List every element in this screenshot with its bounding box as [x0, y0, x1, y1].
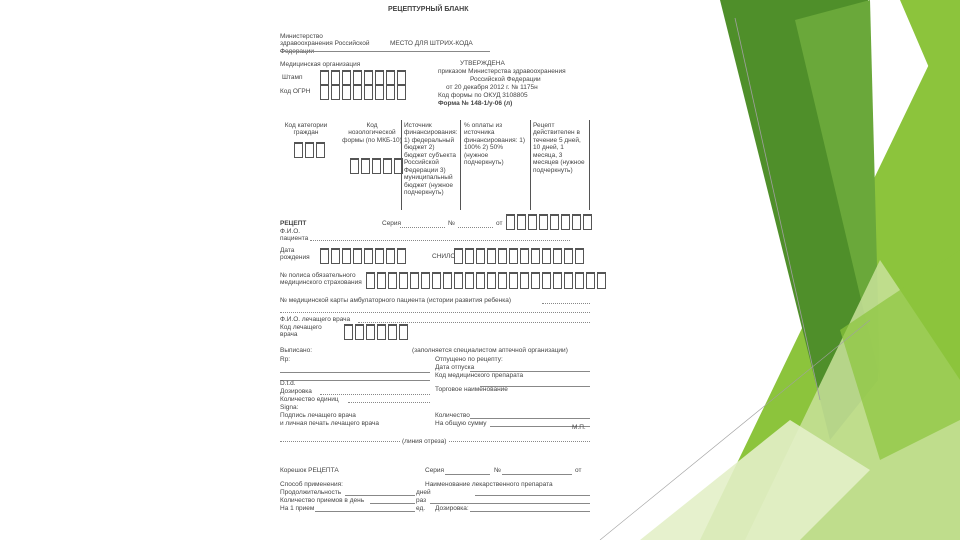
tear-line-label: (линия отреза)	[402, 438, 447, 445]
table-column-divider	[589, 120, 590, 210]
snils-label: СНИЛС	[432, 253, 456, 260]
duration-unit: дней	[416, 489, 431, 496]
payment-header: % оплаты из источника финансирования: 1) 100% 2) 50% (нужное подчеркнуть)	[464, 122, 526, 167]
series-field[interactable]	[400, 227, 445, 228]
oms-label: № полиса обязательного медицинского страхования	[280, 272, 362, 287]
per-intake-field	[370, 503, 415, 504]
doctor-code-label: Код лечащего врача	[280, 324, 322, 339]
prescription-form: РЕЦЕПТУРНЫЙ БЛАНК Министерство здравоохранения Российской Федерации МЕСТО ДЛЯ ШТРИХ-КОДА Медицинская организация Штамп Код ОГРН УТВЕРЖДЕНА приказом Министерства здравоохранения Российской Федерации от 20 декабря 2012 г. № 1175н Код формы по ОКУД 3108805 Форма № 148-1/у-06 (л) Код категории граждан Код нозологической формы (по МКБ-10) Источник финансирования: 1) федеральный бюджет 2) бюджет субъекта Российской Федерации 3) муниципальный бюджет (нужное подчеркнуть) % оплаты из источника финансирования: 1) 100% 2) 50% (нужное подчеркнуть) Рецепт действителен в течение 5 дней, 10 дней, 1 месяца, 3 месяцев (нужное подчеркнуть) РЕЦЕПТ Ф.И.О. пациента Серия № от Дата рождения СНИЛС № полиса обязательного медицинского страхования № медицинской карты амбулаторного пациента (истории развития ребенка) Ф.И.О. лечащего врача Код лечащего врача Выписано: (заполняется специалистом аптечной организации) Rp: Отпущено по рецепту: Дата отпуска Код медицинского препарата D.t.d. Торговое наименование Дозировка Количество единиц Signa: Подпись лечащего врача и личная печать лечащего врача Количество На общую сумму М.П. (линия отреза) Корешок РЕЦЕПТА Серия № от Способ применения: Наименование лекарственного препарата Продолжительность дней Количество приемов в день раз На 1 прием ед. Дозировка:	[270, 0, 600, 540]
spine-from-label: от	[575, 467, 582, 474]
number-label: №	[448, 220, 455, 227]
doctor-code-cells	[344, 324, 408, 340]
barcode-place: МЕСТО ДЛЯ ШТРИХ-КОДА	[390, 40, 473, 47]
oms-cells	[366, 272, 606, 289]
units-field[interactable]	[348, 402, 430, 403]
ogrn-cells	[320, 84, 406, 100]
mp-label: М.П.	[572, 424, 586, 431]
citizen-category-cells	[294, 142, 325, 158]
spine-title: Корешок РЕЦЕПТА	[280, 467, 339, 474]
card-label: № медицинской карты амбулаторного пациента (истории развития ребенка)	[280, 297, 511, 304]
patient-name-field[interactable]	[310, 240, 570, 241]
table-column-divider	[460, 120, 461, 210]
quantity-field	[470, 418, 590, 419]
spine-dosage-field	[470, 511, 590, 512]
doctor-name-label: Ф.И.О. лечащего врача	[280, 316, 351, 323]
recipe-label: РЕЦЕПТ	[280, 220, 307, 227]
funding-header: Источник финансирования: 1) федеральный бюджет 2) бюджет субъекта Российской Федерации 3) муниципальный бюджет (нужное подчеркнуть)	[404, 122, 458, 197]
dosage-label: Дозировка	[280, 388, 312, 395]
rp-line-2	[280, 380, 430, 381]
snils-cells	[454, 248, 584, 264]
ministry-name: Министерство здравоохранения Российской Федерации	[280, 33, 370, 55]
spine-number-label: №	[494, 467, 501, 474]
dtd-label: D.t.d.	[280, 380, 296, 387]
series-label: Серия	[382, 220, 402, 227]
date-cells	[506, 214, 592, 230]
dispensed-label: Отпущено по рецепту:	[435, 356, 503, 363]
card-field-cont[interactable]	[280, 312, 590, 313]
per-intake-label: Количество приемов в день	[280, 497, 365, 504]
signa-label: Signa:	[280, 404, 299, 411]
prescribed-label: Выписано:	[280, 347, 313, 354]
card-field[interactable]	[542, 303, 590, 304]
spine-series-field	[445, 474, 490, 475]
admin-method-label: Способ применения:	[280, 481, 343, 488]
units-label: Количество единиц	[280, 396, 339, 403]
spine-number-field	[502, 474, 572, 475]
citizen-category-header: Код категории граждан	[284, 122, 328, 137]
duration-label: Продолжительность	[280, 489, 342, 496]
from-label: от	[496, 220, 503, 227]
duration-field	[345, 495, 415, 496]
number-field[interactable]	[458, 227, 493, 228]
nosology-header: Код нозологической формы (по МКБ-10)	[342, 122, 402, 144]
dispense-date-label: Дата отпуска	[435, 364, 475, 371]
stamp-label: и личная печать лечащего врача	[280, 420, 379, 427]
pharmacy-note: (заполняется специалистом аптечной организации)	[412, 347, 568, 354]
one-dose-label: На 1 прием	[280, 505, 315, 512]
med-org-stamp: Штамп	[282, 74, 303, 81]
ogrn-label: Код ОГРН	[280, 88, 311, 95]
one-dose-unit: ед.	[416, 505, 426, 512]
spine-dosage-label: Дозировка:	[435, 505, 469, 512]
trade-name-label: Торговое наименование	[435, 386, 508, 393]
trade-code-label: Код медицинского препарата	[435, 372, 524, 379]
nosology-cells	[350, 158, 403, 174]
dosage-field[interactable]	[320, 394, 430, 395]
total-sum-label: На общую сумму	[435, 420, 487, 427]
divider	[280, 51, 490, 52]
patient-name-label: Ф.И.О. пациента	[280, 228, 309, 243]
drug-name-label: Наименование лекарственного препарата	[425, 481, 553, 488]
spine-series-label: Серия	[425, 467, 445, 474]
table-column-divider	[530, 120, 531, 210]
dob-cells	[320, 248, 406, 264]
form-number: Форма № 148-1/у-06 (л)	[438, 100, 513, 107]
rp-label: Rp:	[280, 356, 291, 363]
validity-header: Рецепт действителен в течение 5 дней, 10 дней, 1 месяца, 3 месяцев (нужное подчеркнуть)	[533, 122, 585, 174]
form-title: РЕЦЕПТУРНЫЙ БЛАНК	[388, 6, 469, 13]
quantity-label: Количество	[435, 412, 470, 419]
okud-code: Код формы по ОКУД 3108805	[438, 92, 528, 99]
per-intake-unit: раз	[416, 497, 427, 504]
drug-name-field-2	[430, 503, 590, 504]
drug-name-field	[475, 495, 590, 496]
doctor-name-field[interactable]	[358, 322, 590, 323]
signature-label: Подпись лечащего врача	[280, 412, 356, 419]
med-org-label: Медицинская организация	[280, 61, 361, 68]
dob-label: Дата рождения	[280, 247, 310, 262]
one-dose-field	[315, 511, 415, 512]
rp-line	[280, 372, 430, 373]
